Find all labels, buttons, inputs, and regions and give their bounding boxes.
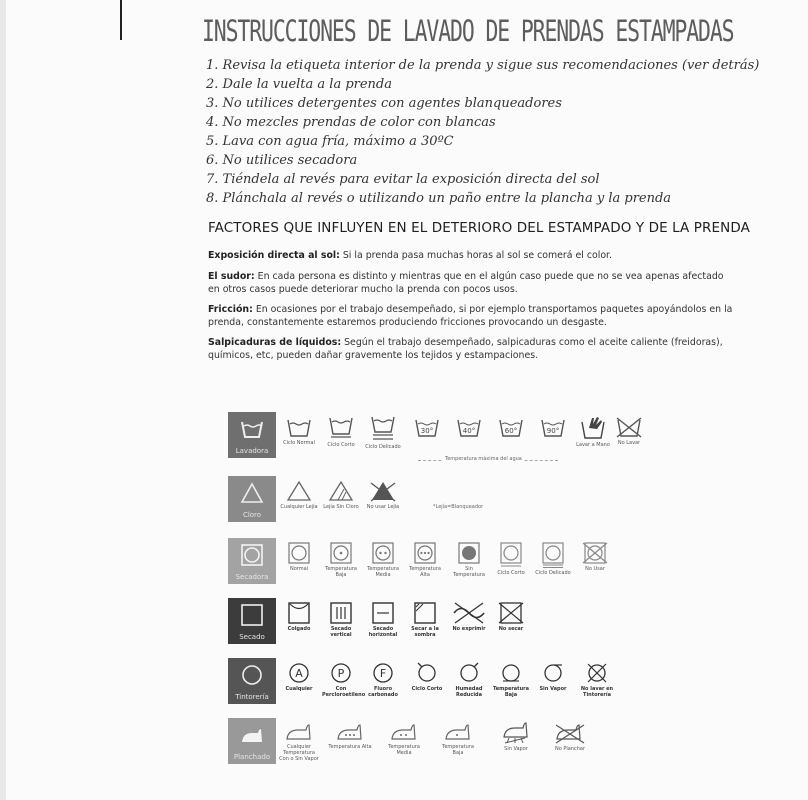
category-secado-label: Secado: [239, 633, 265, 641]
factor-friccion: [208, 304, 808, 329]
sym-secadora-normal: [280, 542, 318, 572]
sym-no-tintoreria: [578, 662, 616, 698]
sym-secadora-ciclo-corto: [492, 542, 530, 576]
washtub-delicate-icon: [370, 416, 396, 442]
dry-clean-p-icon: [329, 662, 353, 684]
line-dry-icon: [287, 602, 311, 624]
sym-secado-vertical: [322, 602, 360, 638]
letter-a: A: [295, 667, 303, 680]
sym-label: Con Percloroetileno: [322, 686, 366, 698]
row-cloro: [228, 476, 698, 536]
sym-tint-temp-baja: [492, 662, 530, 698]
factor-salpicaduras-text2: químicos, etc, pueden dañar gravemente los tejidos y estampaciones.: [208, 349, 539, 361]
dry-clean-a-icon: [287, 662, 311, 684]
sym-label: Lejía Sin Cloro: [323, 504, 359, 510]
care-symbols-chart: [228, 412, 698, 788]
row-lavadora: [228, 412, 698, 472]
sym-label: Lavar a Mano: [576, 442, 610, 448]
sym-label: Temperatura Media: [388, 744, 420, 756]
step-8: 8. Plánchala al revés o utilizando un paño entre la plancha y la prenda: [206, 191, 672, 206]
iron-high-icon: [336, 722, 364, 742]
row-tintoreria: [228, 658, 698, 718]
sym-colgado: [280, 602, 318, 632]
tumble-dryer-icon: [287, 542, 311, 564]
sym-90: [534, 416, 572, 438]
step-1: 1. Revisa la etiqueta interior de la prenda y sigue sus recomendaciones (ver detrás): [206, 58, 760, 73]
sym-secado-horizontal: [364, 602, 402, 638]
page-edge: [0, 0, 6, 800]
sym-plancha-media: [382, 722, 426, 756]
sym-label: Humedad Reducida: [455, 686, 483, 698]
category-secado: [228, 598, 276, 644]
iron-low-icon: [444, 722, 472, 742]
sym-60: [492, 416, 530, 438]
sym-humedad-reducida: [450, 662, 488, 698]
temp-label: 40°: [462, 427, 476, 435]
shade-dry-icon: [413, 602, 437, 624]
sym-ciclo-corto: [322, 416, 360, 448]
dry-clean-no-steam-icon: [541, 662, 565, 684]
sym-label: Ciclo Normal: [283, 440, 315, 446]
temp-label: 90°: [546, 427, 560, 435]
sym-percloroetileno: [322, 662, 366, 698]
no-iron-icon: [554, 722, 586, 744]
factor-sudor-text: En cada persona es distinto y mientras que en el algún caso puede que no se vea apenas afectado: [254, 271, 724, 282]
factors-heading: FACTORES QUE INFLUYEN EN EL DETERIORO DEL ESTAMPADO Y DE LA PRENDA: [208, 220, 750, 236]
factor-sudor: [208, 271, 808, 296]
sym-label: Ciclo Corto: [497, 570, 525, 576]
category-secadora-label: Secadora: [235, 573, 269, 581]
row-planchado: [228, 718, 698, 778]
sym-label: Cualquier Temperatura Con o Sin Vapor: [279, 744, 319, 762]
sym-label: No usar Lejía: [366, 504, 400, 510]
factor-sol-text: Si la prenda pasa muchas horas al sol se comerá el color.: [339, 250, 613, 261]
step-6: 6. No utilices secadora: [206, 153, 358, 168]
washtub-short-cycle-icon: [328, 416, 354, 440]
steps-list: [206, 56, 796, 208]
tumble-dryer-low-icon: [329, 542, 353, 564]
no-bleach-icon: [369, 480, 397, 502]
sym-label: Cualquier Lejía: [280, 504, 318, 510]
sym-no-secar: [492, 602, 530, 632]
factor-friccion-text2: prenda, constantemente estaremos produciendo fricciones provocando un desgaste.: [208, 316, 607, 328]
dry-clean-short-icon: [415, 662, 439, 684]
sym-no-lavar: [610, 416, 648, 446]
step-7: 7. Tiéndela al revés para evitar la exposición directa del sol: [206, 172, 600, 187]
sym-label: Temperatura Baja: [442, 744, 474, 756]
step-4: 4. No mezcles prendas de color con blancas: [206, 115, 496, 130]
category-cloro-label: Cloro: [242, 511, 262, 519]
bleach-note: *Lejía=Blanqueador: [433, 504, 484, 510]
sym-label: Ciclo Delicado: [365, 444, 401, 450]
category-cloro: [228, 476, 276, 522]
sym-label: Temperatura Alta: [409, 566, 441, 578]
page-title: INSTRUCCIONES DE LAVADO DE PRENDAS ESTAMPADAS: [202, 14, 734, 48]
factor-sudor-label: El sudor:: [208, 271, 255, 282]
factor-salpicaduras-text: Según el trabajo desempeñado, salpicaduras como el aceite caliente (freidoras),: [341, 337, 723, 348]
category-lavadora: [228, 412, 276, 458]
tumble-dryer-delicate-icon: [541, 542, 565, 568]
sym-label: Sin Temperatura: [453, 566, 485, 578]
washtub-60-icon: [498, 416, 524, 438]
square-icon: [240, 604, 264, 626]
sym-label: Secado horizontal: [368, 626, 398, 638]
sym-label: Sin Vapor: [539, 686, 567, 692]
sym-label: Sin Vapor: [504, 746, 528, 752]
flat-dry-icon: [371, 602, 395, 624]
washtub-30-icon: [414, 416, 440, 438]
sym-40: [450, 416, 488, 438]
sym-label: Colgado: [287, 626, 311, 632]
sym-label: No Lavar: [617, 440, 641, 446]
step-2: 2. Dale la vuelta a la prenda: [206, 77, 393, 92]
factor-friccion-text: En ocasiones por el trabajo desempeñado, si por ejemplo transportamos paquetes apoyándolos en la: [252, 304, 733, 315]
no-dry-clean-icon: [585, 662, 609, 684]
sym-no-planchar: [548, 722, 592, 752]
row-secado: [228, 598, 698, 658]
no-wash-icon: [615, 416, 643, 438]
tumble-dryer-no-heat-icon: [457, 542, 481, 564]
washtub-icon: [240, 418, 264, 440]
sym-cualquier-lejia: [280, 480, 318, 510]
iron-no-steam-icon: [501, 722, 531, 744]
sym-label: Secar a la sombra: [411, 626, 439, 638]
sym-label: No Planchar: [554, 746, 586, 752]
category-tintoreria: [228, 658, 276, 704]
sym-label: Temperatura Baja: [325, 566, 357, 578]
letter-p: P: [337, 667, 345, 680]
category-planchado: [228, 718, 276, 764]
category-secadora: [228, 538, 276, 584]
category-lavadora-label: Lavadora: [235, 447, 269, 455]
sym-plancha-sin-vapor: [496, 722, 536, 752]
sym-secadora-alta: [406, 542, 444, 578]
triangle-striped-icon: [328, 480, 354, 502]
sym-label: Temperatura Media: [367, 566, 399, 578]
circle-icon: [240, 664, 264, 686]
sym-fluoro: [364, 662, 402, 698]
factor-salpicaduras: [208, 337, 808, 362]
factor-sol: [208, 250, 808, 263]
category-tintoreria-label: Tintorería: [235, 693, 269, 701]
sym-lejia-sin-cloro: [322, 480, 360, 510]
letter-f: F: [379, 667, 387, 680]
factor-friccion-label: Fricción:: [208, 304, 253, 315]
tumble-dryer-medium-icon: [371, 542, 395, 564]
factor-salpicaduras-label: Salpicaduras de líquidos:: [208, 337, 342, 348]
dry-clean-f-icon: [371, 662, 395, 684]
sym-lavar-a-mano: [574, 416, 612, 448]
sym-secadora-baja: [322, 542, 360, 578]
temperature-note: Temperatura máxima del agua: [445, 456, 522, 462]
sym-tint-sin-vapor: [534, 662, 572, 692]
sym-label: Temperatura Baja: [493, 686, 529, 698]
temp-label: 60°: [504, 427, 518, 435]
iron-icon: [240, 724, 264, 746]
drip-dry-icon: [329, 602, 353, 624]
iron-medium-icon: [390, 722, 418, 742]
triangle-icon: [240, 482, 264, 504]
sym-plancha-baja: [436, 722, 480, 756]
sym-label: Secado vertical: [330, 626, 352, 638]
sym-cualquier: [280, 662, 318, 692]
page-mark: [120, 0, 122, 40]
sym-plancha-alta: [328, 722, 372, 750]
no-dry-icon: [498, 602, 524, 624]
row-secadora: [228, 538, 698, 598]
sym-secadora-media: [364, 542, 402, 578]
tumble-dryer-high-icon: [413, 542, 437, 564]
sym-secadora-delicado: [534, 542, 572, 576]
sym-label: No secar: [498, 626, 524, 632]
washtub-40-icon: [456, 416, 482, 438]
sym-tint-ciclo-corto: [408, 662, 446, 692]
triangle-icon: [286, 480, 312, 502]
sym-secadora-sin-temp: [450, 542, 488, 578]
washtub-icon: [286, 416, 312, 438]
sym-plancha-cualquier: [278, 722, 320, 762]
sym-no-exprimir: [450, 602, 488, 632]
factor-sol-label: Exposición directa al sol:: [208, 250, 340, 261]
step-3: 3. No utilices detergentes con agentes blanqueadores: [206, 96, 562, 111]
factor-sudor-text2: en otros casos puede deteriorar mucho la prenda con pocos usos.: [208, 283, 518, 295]
sym-label: Temperatura Alta: [328, 744, 372, 750]
category-planchado-label: Planchado: [233, 753, 271, 761]
dry-clean-reduced-moisture-icon: [457, 662, 481, 684]
temp-label: 30°: [420, 427, 434, 435]
step-5: 5. Lava con agua fría, máximo a 30ºC: [206, 134, 454, 149]
no-tumble-dry-icon: [582, 542, 608, 564]
tumble-dryer-short-icon: [499, 542, 523, 568]
sym-no-usar-lejia: [364, 480, 402, 510]
sym-30: [408, 416, 446, 438]
iron-icon: [285, 722, 313, 742]
sym-label: Cualquier: [285, 686, 313, 692]
dry-clean-low-heat-icon: [499, 662, 523, 684]
sym-label: Ciclo Corto: [411, 686, 443, 692]
no-wring-icon: [452, 602, 486, 624]
sym-label: No exprimir: [452, 626, 486, 632]
hand-wash-icon: [580, 416, 606, 440]
sym-label: Ciclo Delicado: [535, 570, 571, 576]
sym-label: Normal: [289, 566, 309, 572]
sym-ciclo-normal: [280, 416, 318, 446]
sym-label: No Usar: [585, 566, 605, 572]
sym-ciclo-delicado: [364, 416, 402, 450]
sym-secadora-no-usar: [576, 542, 614, 572]
sym-label: No lavar en Tintorería: [580, 686, 614, 698]
washtub-90-icon: [540, 416, 566, 438]
sym-label: Fluoro carbonado: [368, 686, 398, 698]
sym-label: Ciclo Corto: [327, 442, 355, 448]
tumble-dryer-icon: [240, 544, 264, 566]
sym-secar-sombra: [406, 602, 444, 638]
